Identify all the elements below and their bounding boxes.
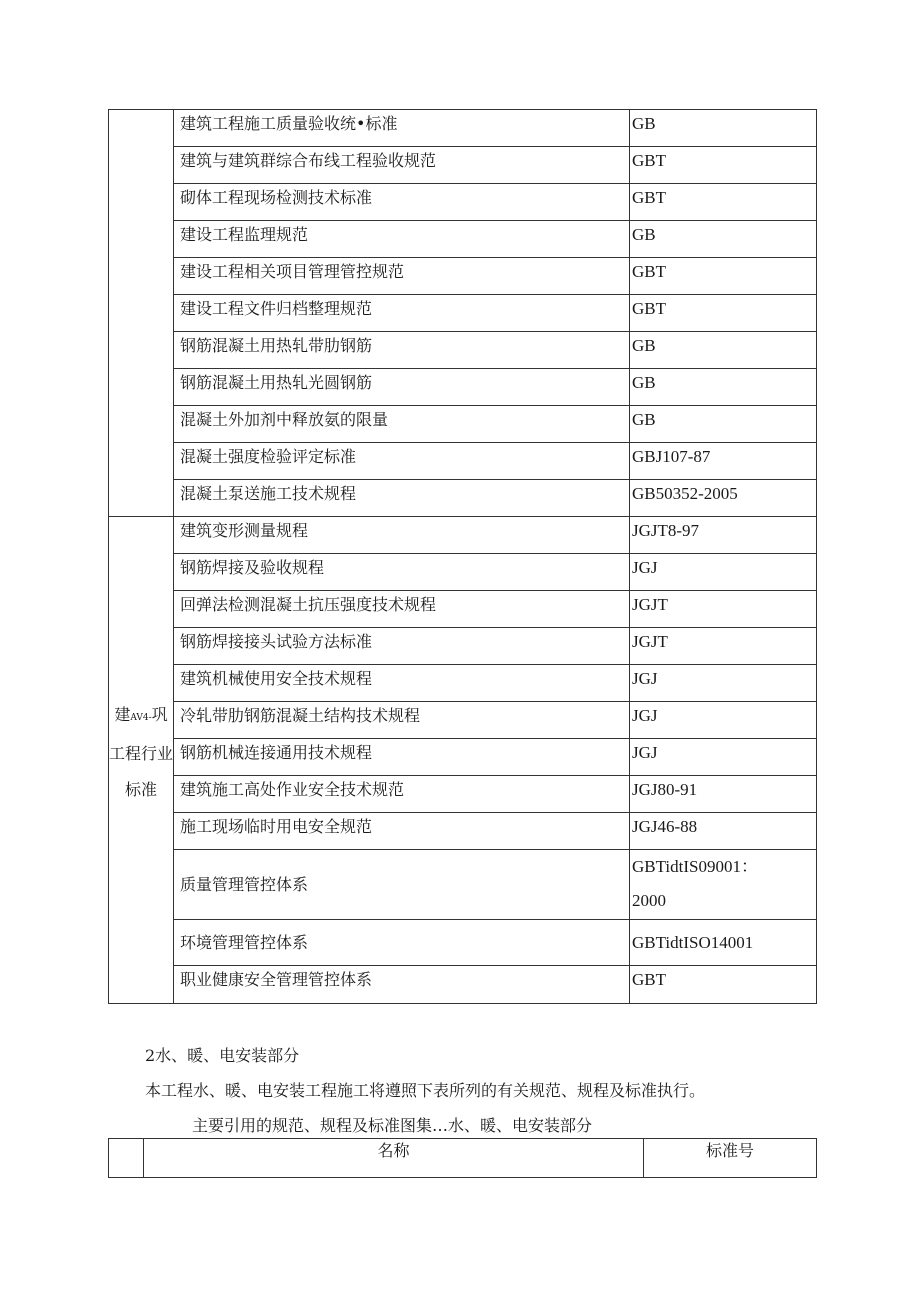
- table-row: [109, 813, 817, 850]
- table-row: [109, 258, 817, 295]
- standard-code: GBT: [630, 258, 817, 295]
- standard-name: 建筑与建筑群综合布线工程验收规范: [174, 147, 630, 184]
- standard-name: 建筑变形测量规程: [174, 517, 630, 554]
- standard-code: GBT: [630, 966, 817, 1004]
- table-row: [109, 221, 817, 258]
- standard-name: 混凝土强度检验评定标准: [174, 443, 630, 480]
- standard-name: 砌体工程现场检测技术标准: [174, 184, 630, 221]
- standard-code: JGJ: [630, 665, 817, 702]
- standard-code: GB: [630, 332, 817, 369]
- standard-code: JGJ: [630, 554, 817, 591]
- standard-code: GB50352-2005: [630, 480, 817, 517]
- standard-code: JGJ: [630, 739, 817, 776]
- category-cell-industry: [109, 517, 174, 1004]
- standard-name: 钢筋混凝土用热轧带肋钢筋: [174, 332, 630, 369]
- standards-table: [108, 109, 817, 1004]
- standard-name: 钢筋焊接接头试验方法标准: [174, 628, 630, 665]
- standard-name: 职业健康安全管理管控体系: [174, 966, 630, 1004]
- table-caption: 主要引用的规范、规程及标准图集…水、暖、电安装部分: [192, 1116, 593, 1135]
- table-row: [109, 776, 817, 813]
- category-line-3: 标准: [124, 780, 157, 799]
- header-index: [109, 1139, 144, 1178]
- standard-code: JGJ80-91: [630, 776, 817, 813]
- table-row: [109, 850, 817, 920]
- standard-name: 冷轧带肋钢筋混凝土结构技术规程: [174, 702, 630, 739]
- installation-standards-table: [108, 1138, 817, 1178]
- table-row: [109, 591, 817, 628]
- table-row: [109, 554, 817, 591]
- standard-name: 钢筋机械连接通用技术规程: [174, 739, 630, 776]
- standard-name: 施工现场临时用电安全规范: [174, 813, 630, 850]
- table-row: [109, 406, 817, 443]
- standard-code: JGJ46-88: [630, 813, 817, 850]
- section-title: 2水、暖、电安装部分: [145, 1046, 300, 1065]
- table-row: [109, 480, 817, 517]
- table-header-row: [109, 1139, 817, 1178]
- table-row: [109, 369, 817, 406]
- table-row: [109, 443, 817, 480]
- section-body: 本工程水、暖、电安装工程施工将遵照下表所列的有关规范、规程及标准执行。: [145, 1081, 706, 1100]
- standard-name: 建设工程监理规范: [174, 221, 630, 258]
- standard-name: 建筑机械使用安全技术规程: [174, 665, 630, 702]
- standard-name: 建筑施工高处作业安全技术规范: [174, 776, 630, 813]
- standard-code: GBT: [630, 295, 817, 332]
- standard-code: GBTidtIS09001： 2000: [630, 850, 817, 920]
- standard-name: 回弹法检测混凝土抗压强度技术规程: [174, 591, 630, 628]
- standard-name: 环境管理管控体系: [174, 920, 630, 966]
- standard-code: GB: [630, 406, 817, 443]
- table-row: [109, 702, 817, 739]
- table-row: [109, 966, 817, 1004]
- table-row: [109, 332, 817, 369]
- standard-code: GBJ107-87: [630, 443, 817, 480]
- standard-code: JGJT8-97: [630, 517, 817, 554]
- table-row: [109, 295, 817, 332]
- standard-code: GBTidtISO14001: [630, 920, 817, 966]
- table-row: [109, 147, 817, 184]
- standard-code: GB: [630, 369, 817, 406]
- standard-name: 钢筋混凝土用热轧光圆钢筋: [174, 369, 630, 406]
- table-row: [109, 665, 817, 702]
- table-row: [109, 739, 817, 776]
- table-row: [109, 920, 817, 966]
- standard-name: 建筑工程施工质量验收统•标准: [174, 110, 630, 147]
- standard-code: JGJT: [630, 628, 817, 665]
- standard-name: 钢筋焊接及验收规程: [174, 554, 630, 591]
- standard-code: GBT: [630, 147, 817, 184]
- table-row: [109, 628, 817, 665]
- category-cell-national: [109, 110, 174, 517]
- table-row: [109, 184, 817, 221]
- standard-name: 建设工程相关项目管理管控规范: [174, 258, 630, 295]
- standard-code: GB: [630, 110, 817, 147]
- category-line-1: 建AV4-巩: [114, 705, 168, 724]
- table-row: [109, 517, 817, 554]
- standard-code: JGJT: [630, 591, 817, 628]
- header-name: 名称: [144, 1139, 644, 1178]
- header-code: 标准号: [644, 1139, 817, 1178]
- table-row: [109, 110, 817, 147]
- standard-code: GBT: [630, 184, 817, 221]
- standard-name: 混凝土外加剂中释放氨的限量: [174, 406, 630, 443]
- category-line-2: 工程行业: [109, 744, 174, 763]
- standard-name: 建设工程文件归档整理规范: [174, 295, 630, 332]
- standard-name: 质量管理管控体系: [174, 850, 630, 920]
- standard-name: 混凝土泵送施工技术规程: [174, 480, 630, 517]
- standard-code: GB: [630, 221, 817, 258]
- standard-code: JGJ: [630, 702, 817, 739]
